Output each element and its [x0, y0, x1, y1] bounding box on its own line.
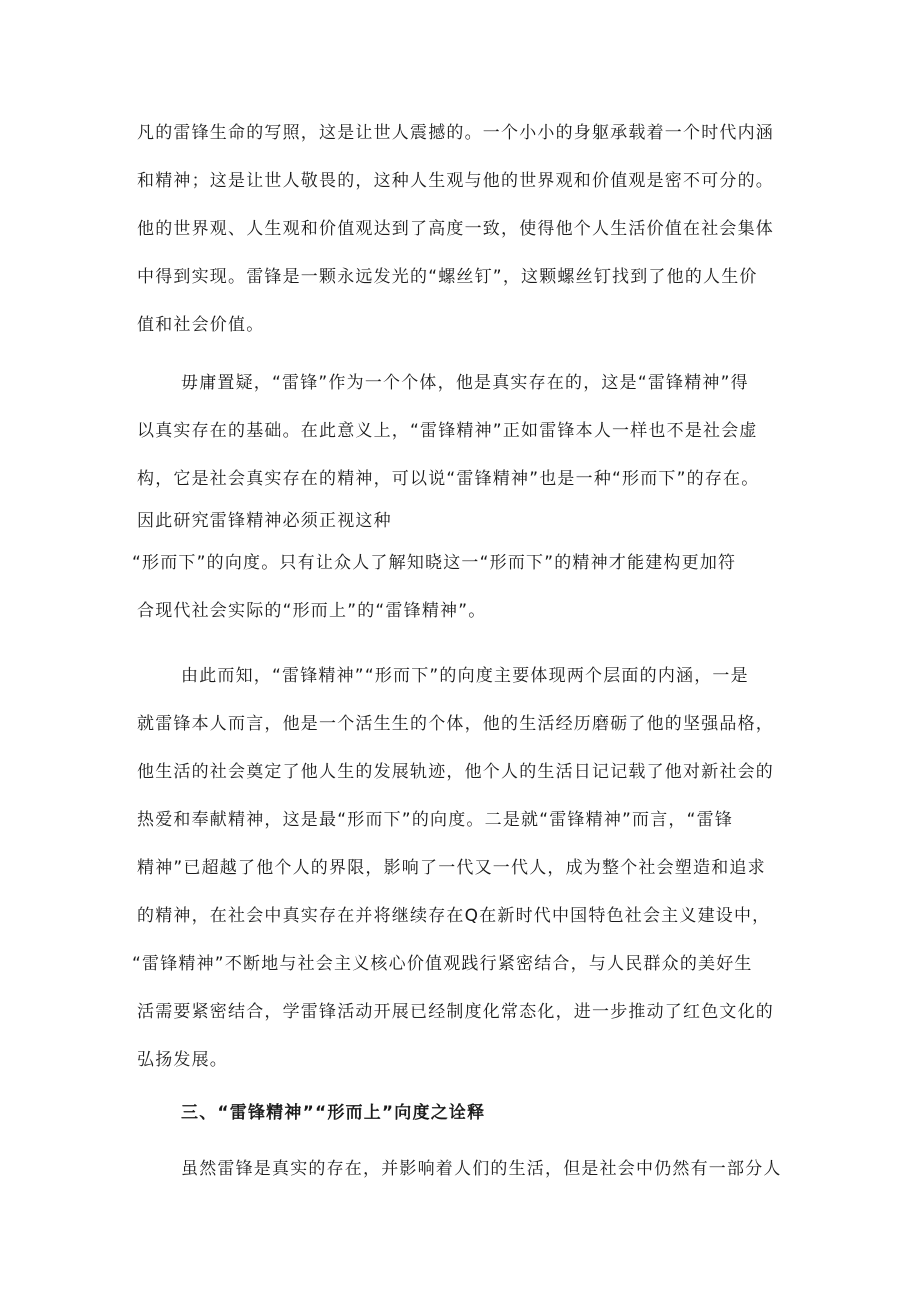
text-line: 精神”已超越了他个人的界限，影响了一代又一代人，成为整个社会塑造和追求	[137, 858, 766, 878]
text-line: 因此研究雷锋精神必须正视这种	[137, 511, 392, 531]
text-line: 虽然雷锋是真实的存在，并影响着人们的生活，但是社会中仍然有一部分人	[181, 1159, 782, 1179]
text-line: 他的世界观、人生观和价值观达到了高度一致，使得他个人生活价值在社会集体	[137, 219, 774, 239]
text-line: 合现代社会实际的“形而上”的“雷锋精神”。	[137, 601, 487, 621]
text-line: 的精神，在社会中真实存在并将继续存在Q在新时代中国特色社会主义建设中，	[137, 906, 771, 926]
text-line: 值和社会价值。	[137, 315, 265, 335]
text-line: 他生活的社会奠定了他人生的发展轨迹，他个人的生活日记记载了他对新社会的	[137, 762, 774, 782]
text-line: “雷锋精神”不断地与社会主义核心价值观践行紧密结合，与人民群众的美好生	[132, 954, 753, 974]
text-line: 构，它是社会真实存在的精神，可以说“雷锋精神”也是一种“形而下”的存在。	[137, 469, 760, 489]
section-heading: 三、“雷锋精神”“形而上”向度之诠释	[181, 1103, 486, 1123]
text-line: 凡的雷锋生命的写照，这是让世人震撼的。一个小小的身躯承载着一个时代内涵	[137, 123, 774, 143]
text-line: 以真实存在的基础。在此意义上，“雷锋精神”正如雷锋本人一样也不是社会虚	[137, 421, 758, 441]
text-line: 弘扬发展。	[137, 1050, 228, 1070]
text-line: 热爱和奉献精神，这是最“形而下”的向度。二是就“雷锋精神”而言，“雷锋	[137, 810, 734, 830]
text-line: 中得到实现。雷锋是一颗永远发光的“螺丝钉”，这颗螺丝钉找到了他的人生价	[137, 267, 758, 287]
text-line: 由此而知，“雷锋精神”“形而下”的向度主要体现两个层面的内涵，一是	[181, 666, 749, 686]
text-line: 活需要紧密结合，学雷锋活动开展已经制度化常态化，进一步推动了红色文化的	[137, 1002, 774, 1022]
text-line: 就雷锋本人而言，他是一个活生生的个体，他的生活经历磨砺了他的坚强品格，	[137, 714, 774, 734]
text-line: 和精神；这是让世人敬畏的，这种人生观与他的世界观和价值观是密不可分的。	[137, 171, 774, 191]
text-line: 毋庸置疑，“雷锋”作为一个个体，他是真实存在的，这是“雷锋精神”得	[181, 373, 749, 393]
text-line: “形而下”的向度。只有让众人了解知晓这一“形而下”的精神才能建构更加符	[132, 553, 737, 573]
